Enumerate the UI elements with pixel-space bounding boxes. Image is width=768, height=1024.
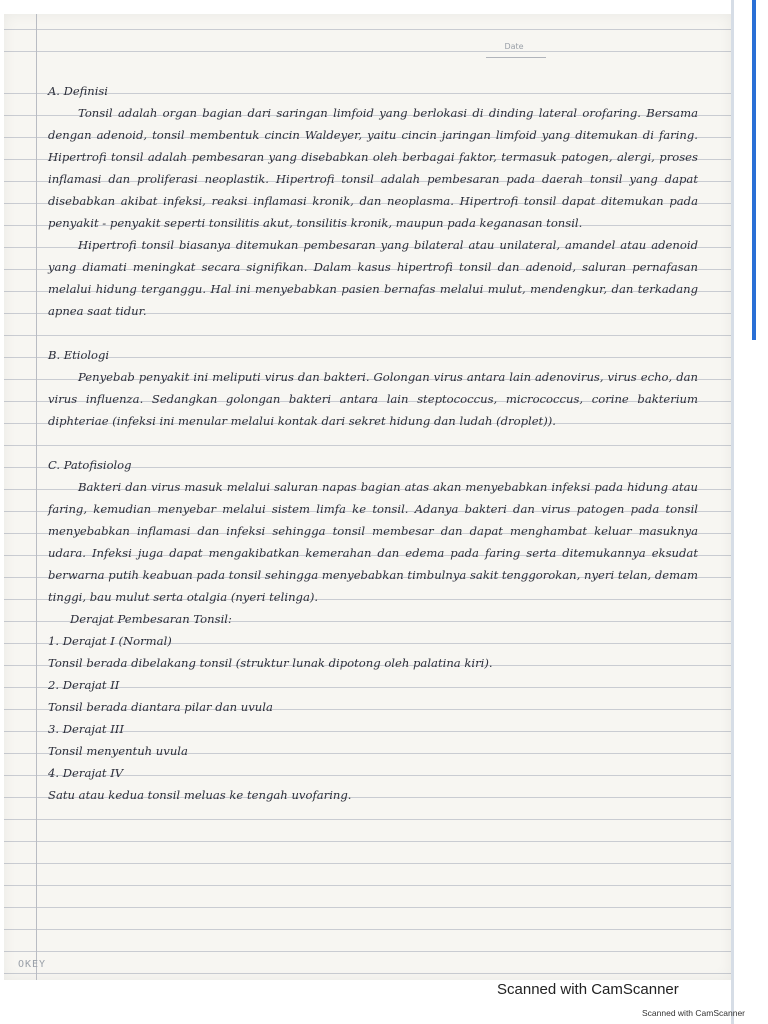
grade-3-label: 3. Derajat III — [48, 722, 124, 736]
grades-title: Derajat Pembesaran Tonsil: — [70, 612, 232, 626]
grade-4-desc: Satu atau kedua tonsil meluas ke tengah uvofaring. — [48, 788, 352, 802]
notebook-page — [4, 14, 731, 980]
paragraph-definisi-2: Hipertrofi tonsil biasanya ditemukan pembesaran yang bilateral atau unilateral, amandel atau adenoid yang diamati meningkat secara signifikan. Dalam kasus hipertrofi tonsil dan adenoid, saluran pernafasan melalui hidung terganggu. Hal ini menyebabkan pasien bernafas melalui mulut, mendengkur, dan terkadang apnea saat tidur. — [48, 238, 698, 318]
paragraph-etiologi: Penyebab penyakit ini meliputi virus dan bakteri. Golongan virus antara lain adenovirus, virus echo, dan virus influenza. Sedangkan golongan bakteri antara lain steptococcus, micrococcus, corine bakterium diphteriae (infeksi ini menular melalui kontak dari sekret hidung dan ludah (droplet)). — [48, 370, 698, 428]
notebook-brand-logo: OKEY — [18, 959, 47, 970]
margin-line — [36, 14, 37, 980]
grade-2-desc: Tonsil berada diantara pilar dan uvula — [48, 700, 273, 714]
date-label-text: Date — [504, 42, 524, 51]
section-heading-definisi: A. Definisi — [48, 84, 108, 98]
blue-edge-tab — [752, 0, 756, 340]
camscanner-watermark-large: Scanned with CamScanner — [497, 981, 679, 998]
page-edge-shadow — [731, 0, 734, 1024]
handwritten-content — [48, 66, 698, 806]
paragraph-patofisiologi: Bakteri dan virus masuk melalui saluran napas bagian atas akan menyebabkan infeksi pada hidung atau faring, kemudian menyebar melalui sistem limfa ke tonsil. Adanya bakteri dan virus patogen pada tonsil menyebabkan inflamasi dan infeksi sehingga tonsil membesar dan dapat menghambat keluar masuknya udara. Infeksi juga dapat mengakibatkan kemerahan dan edema pada faring serta ditemukannya eksudat berwarna putih keabuan pada tonsil sehingga menyebabkan timbulnya sakit tenggorokan, nyeri telan, demam tinggi, bau mulut serta otalgia (nyeri telinga). — [48, 480, 698, 604]
section-heading-patofisiologi: C. Patofisiolog — [48, 458, 132, 472]
grade-2-label: 2. Derajat II — [48, 678, 120, 692]
grade-4-label: 4. Derajat IV — [48, 766, 124, 780]
grade-1-label: 1. Derajat I (Normal) — [48, 634, 172, 648]
grade-3-desc: Tonsil menyentuh uvula — [48, 744, 188, 758]
paragraph-definisi-1: Tonsil adalah organ bagian dari saringan limfoid yang berlokasi di dinding lateral orofaring. Bersama dengan adenoid, tonsil membentuk cincin Waldeyer, yaitu cincin jaringan limfoid yang ditemukan di faring. Hipertrofi tonsil adalah pembesaran yang disebabkan oleh berbagai faktor, termasuk patogen, alergi, proses inflamasi dan proliferasi neoplastik. Hipertrofi tonsil adalah pembesaran pada daerah tonsil yang dapat disebabkan akibat infeksi, reaksi inflamasi kronik, dan neoplasma. Hipertrofi tonsil dapat ditemukan pada penyakit - penyakit seperti tonsilitis akut, tonsilitis kronik, maupun pada keganasan tonsil. — [48, 106, 698, 230]
section-heading-etiologi: B. Etiologi — [48, 348, 110, 362]
grade-1-desc: Tonsil berada dibelakang tonsil (struktur lunak dipotong oleh palatina kiri). — [48, 656, 493, 670]
camscanner-watermark-small: Scanned with CamScanner — [642, 1008, 746, 1018]
date-label — [474, 42, 554, 60]
